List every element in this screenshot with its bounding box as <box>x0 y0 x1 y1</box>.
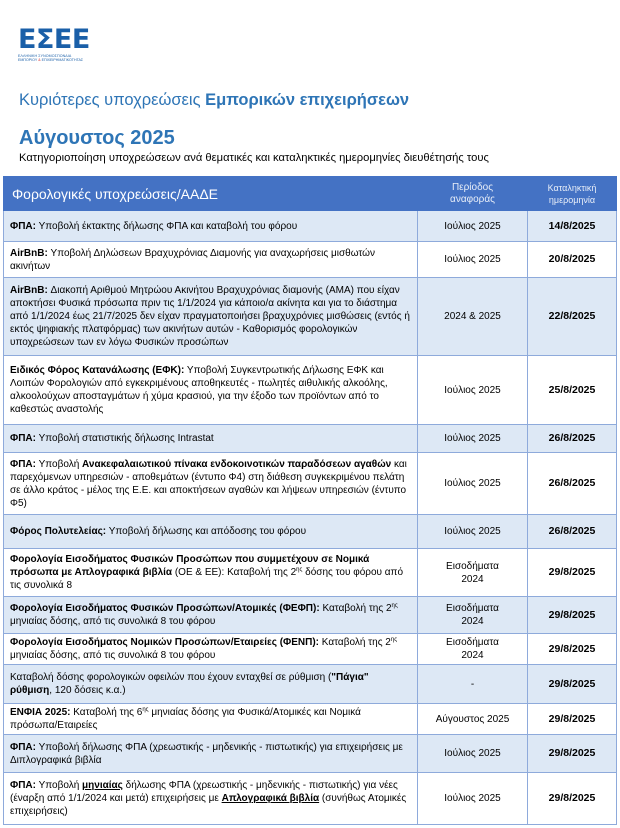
deadline-date: 25/8/2025 <box>528 356 617 425</box>
table-row <box>4 211 617 242</box>
obligation-label: Ειδικός Φόρος Κατανάλωσης (ΕΦΚ): <box>10 365 185 376</box>
obligation-label: ΦΠΑ: <box>10 741 36 753</box>
title-regular: Κυριότερες υποχρεώσεις <box>19 91 206 109</box>
column-header-obligations: Φορολογικές υποχρεώσεις/ΑΑΔΕ <box>4 177 418 211</box>
deadline-date: 22/8/2025 <box>528 278 617 356</box>
obligation-label: Φόρος Πολυτελείας: <box>10 526 107 537</box>
table-row <box>4 356 617 425</box>
table-row <box>4 242 617 278</box>
table-row <box>4 597 617 634</box>
obligation-text: Καταβολή της 6 <box>70 707 143 718</box>
obligation-text: Υποβολή δήλωσης ΦΠΑ (χρεωστικής - μηδενικής - πιστωτικής) για επιχειρήσεις με Διπλογραφικά βιβλία <box>10 741 403 766</box>
table-row <box>4 549 617 597</box>
obligation-text: (συνήθως Ατομικές επιχειρήσεις) <box>10 793 407 817</box>
obligation-label: ΦΠΑ: <box>10 220 36 232</box>
esee-logo <box>18 26 98 62</box>
page-title <box>19 91 409 110</box>
obligation-label: ΦΠΑ: <box>10 433 36 444</box>
obligation-text: Καταβολή της 2 <box>319 603 392 614</box>
reference-period: Αύγουστος 2025 <box>418 704 528 735</box>
obligation-text: μηνιαίας δόσης, από τις συνολικά 8 του φόρου <box>10 650 216 661</box>
deadline-header-line1: Καταληκτική <box>547 182 597 193</box>
obligation-label: AirBnB: <box>10 285 48 296</box>
logo-subtitle-line1: ΕΛΛΗΝΙΚΗ ΣΥΝΟΜΟΣΠΟΝΔΙΑ <box>18 54 72 58</box>
obligation-text: Υποβολή έκτακτης δήλωσης ΦΠΑ και καταβολή του φόρου <box>35 220 298 232</box>
reference-period <box>418 634 528 665</box>
logo-mark: ΕΣΕΕ <box>18 24 90 55</box>
obligation-label: Φορολογία Εισοδήματος Φυσικών Προσώπων που συμμετέχουν σε Νομικά πρόσωπα με Απλογραφικά βιβλία <box>10 554 370 578</box>
deadline-date: 20/8/2025 <box>528 242 617 278</box>
table-row <box>4 773 617 825</box>
obligation-label: ΕΝΦΙΑ 2025: <box>10 707 71 718</box>
obligation-description <box>4 773 418 825</box>
obligation-description <box>4 425 418 453</box>
table-row <box>4 634 617 665</box>
obligation-text: , 120 δόσεις κ.α.) <box>49 685 126 696</box>
obligation-text: Υποβολή δήλωσης και απόδοσης του φόρου <box>106 526 307 537</box>
deadline-date: 29/8/2025 <box>528 735 617 773</box>
reference-period: Ιούλιος 2025 <box>418 735 528 773</box>
obligation-description <box>4 356 418 425</box>
obligation-text: (ΟΕ & ΕΕ): Καταβολή της 2 <box>172 567 297 578</box>
obligation-emphasis: "Πάγια" ρύθμιση <box>10 672 369 696</box>
obligation-label: Φορολογία Εισοδήματος Νομικών Προσώπων/Εταιρείες (ΦΕΝΠ): <box>10 637 320 648</box>
deadline-date: 29/8/2025 <box>528 634 617 665</box>
period-line2: 2024 <box>461 616 484 627</box>
obligation-description <box>4 735 418 773</box>
obligation-emphasis: Ανακεφαλαιωτικού πίνακα ενδοκοινοτικών παραδόσεων αγαθών <box>82 458 392 470</box>
obligations-table <box>3 176 617 825</box>
obligation-description <box>4 515 418 549</box>
obligation-label: ΦΠΑ: <box>10 458 36 470</box>
deadline-header-line2: ημερομηνία <box>548 194 596 205</box>
obligation-emphasis: Απλογραφικά βιβλία <box>221 793 320 804</box>
month-heading: Αύγουστος 2025 <box>19 127 175 149</box>
reference-period <box>418 549 528 597</box>
period-line2: 2024 <box>461 573 484 585</box>
obligation-description <box>4 242 418 278</box>
obligation-description <box>4 665 418 704</box>
deadline-date: 29/8/2025 <box>528 549 617 597</box>
deadline-date: 26/8/2025 <box>528 425 617 453</box>
obligation-text: Υποβολή στατιστικής δήλωσης Intrastat <box>35 433 214 444</box>
obligation-text: και παρεχόμενων υπηρεσιών - αποθεμάτων (έντυπο Φ4) στη διάθεση συγκεκριμένου πελάτη σε άλλο κράτος - μέλος της Ε.Ε. και αποκτήσεων αγαθών και λήψεων υπηρεσιών (έντυπο Φ5) <box>10 458 407 509</box>
obligation-description <box>4 634 418 665</box>
table-row <box>4 453 617 515</box>
reference-period: Ιούλιος 2025 <box>418 773 528 825</box>
table-row <box>4 278 617 356</box>
obligation-text: Καταβολή δόσης φορολογικών οφειλών που έχουν ενταχθεί σε ρύθμιση ( <box>10 672 332 683</box>
obligation-label: Φορολογία Εισοδήματος Φυσικών Προσώπων/Ατομικές (ΦΕΦΠ): <box>10 603 320 614</box>
reference-period: Ιούλιος 2025 <box>418 356 528 425</box>
obligation-description <box>4 278 418 356</box>
page-subtitle: Κατηγοριοποίηση υποχρεώσεων ανά θεματικές και καταληκτικές ημερομηνίες διευθέτησής τους <box>19 152 489 164</box>
obligation-description <box>4 704 418 735</box>
obligation-description <box>4 453 418 515</box>
table-row <box>4 704 617 735</box>
obligation-text: Καταβολή της 2 <box>319 637 391 648</box>
period-line1: Εισοδήματα <box>446 560 499 572</box>
ordinal-suffix: ης <box>142 707 149 713</box>
deadline-date: 26/8/2025 <box>528 453 617 515</box>
period-line1: Εισοδήματα <box>446 637 499 648</box>
reference-period: Ιούλιος 2025 <box>418 425 528 453</box>
deadline-date: 26/8/2025 <box>528 515 617 549</box>
logo-line2b: ΕΠΙΧΕΙΡΗΜΑΤΙΚΟΤΗΤΑΣ <box>41 58 84 62</box>
logo-subtitle-line2 <box>18 58 98 62</box>
reference-period: Ιούλιος 2025 <box>418 453 528 515</box>
table-row <box>4 425 617 453</box>
column-header-deadline <box>528 177 617 211</box>
ordinal-suffix: ης <box>391 603 398 609</box>
column-header-period <box>418 177 528 211</box>
table-row <box>4 735 617 773</box>
reference-period <box>418 597 528 634</box>
obligation-text: Υποβολή <box>35 780 83 791</box>
period-header-line2: αναφοράς <box>450 193 495 205</box>
period-header-line1: Περίοδος <box>451 181 494 193</box>
title-bold: Εμπορικών επιχειρήσεων <box>205 91 410 109</box>
reference-period: Ιούλιος 2025 <box>418 242 528 278</box>
table-row <box>4 665 617 704</box>
period-line1: Εισοδήματα <box>446 603 499 614</box>
obligation-description <box>4 211 418 242</box>
obligation-text: δήλωσης ΦΠΑ (χρεωστικής - μηδενικής - πιστωτικής) για νέες (έναρξη από 1/1/2024 και μετά) επιχειρήσεις με <box>10 780 398 804</box>
obligation-text: Υποβολή Δηλώσεων Βραχυχρόνιας Διαμονής για αναχωρήσεις μισθωτών ακινήτων <box>10 247 375 272</box>
ordinal-suffix: ης <box>390 637 398 643</box>
obligation-text: Διακοπή Αριθμού Μητρώου Ακινήτου Βραχυχρόνιας διαμονής (ΑΜΑ) που είχαν αποκτήσει Φυσικά πρόσωπα πριν τις 1/1/2024 για κάποιο/α ακίνητα και για το διάστημα από 1/1/2024 έως 21/7/2025 δεν είχαν πραγματοποιήσει βραχυχρόνιες μισθώσεις (εντός ή εκτός ψηφιακής πλατφόρμας) των ακινήτων αυτών - Καθορισμός φορολογικών υποχρεώσεων των εν λόγω Φυσικών προσώπων <box>10 285 410 348</box>
obligation-text: μηνιαίας δόσης, από τις συνολικά 8 του φόρου <box>10 616 216 627</box>
obligation-text: Υποβολή <box>35 458 83 470</box>
deadline-date: 29/8/2025 <box>528 665 617 704</box>
obligation-label: AirBnB: <box>10 247 48 259</box>
obligation-description <box>4 597 418 634</box>
obligation-emphasis: μηνιαίας <box>82 780 123 791</box>
table-header-row <box>4 177 617 211</box>
reference-period: Ιούλιος 2025 <box>418 211 528 242</box>
logo-line2a: ΕΜΠΟΡΙΟΥ <box>18 58 38 62</box>
deadline-date: 29/8/2025 <box>528 597 617 634</box>
obligation-text: μηνιαίας δόσης για Φυσικά/Ατομικές και Νομικά πρόσωπα/Εταιρείες <box>10 707 361 731</box>
period-line2: 2024 <box>461 650 484 661</box>
deadline-date: 29/8/2025 <box>528 773 617 825</box>
reference-period: - <box>418 665 528 704</box>
ordinal-suffix: ης <box>296 567 303 573</box>
obligation-text: δόσης του φόρου από τις συνολικά 8 <box>10 567 403 591</box>
obligation-label: ΦΠΑ: <box>10 780 36 791</box>
deadline-date: 14/8/2025 <box>528 211 617 242</box>
table-row <box>4 515 617 549</box>
reference-period: 2024 & 2025 <box>418 278 528 356</box>
obligation-description <box>4 549 418 597</box>
deadline-date: 29/8/2025 <box>528 704 617 735</box>
obligation-text: Υποβολή Συγκεντρωτικής Δήλωσης ΕΦΚ και Λοιπών Φορολογιών από εγκεκριμένους αποθηκευτές - πωλητές αιθυλικής αλκοόλης, αλκοολούχων αποσταγμάτων ή χύμα κρασιού, για την έξοδο των προϊόντων από το καθεστώς αναστολής <box>10 365 388 415</box>
reference-period: Ιούλιος 2025 <box>418 515 528 549</box>
logo-ampersand: & <box>37 58 42 62</box>
